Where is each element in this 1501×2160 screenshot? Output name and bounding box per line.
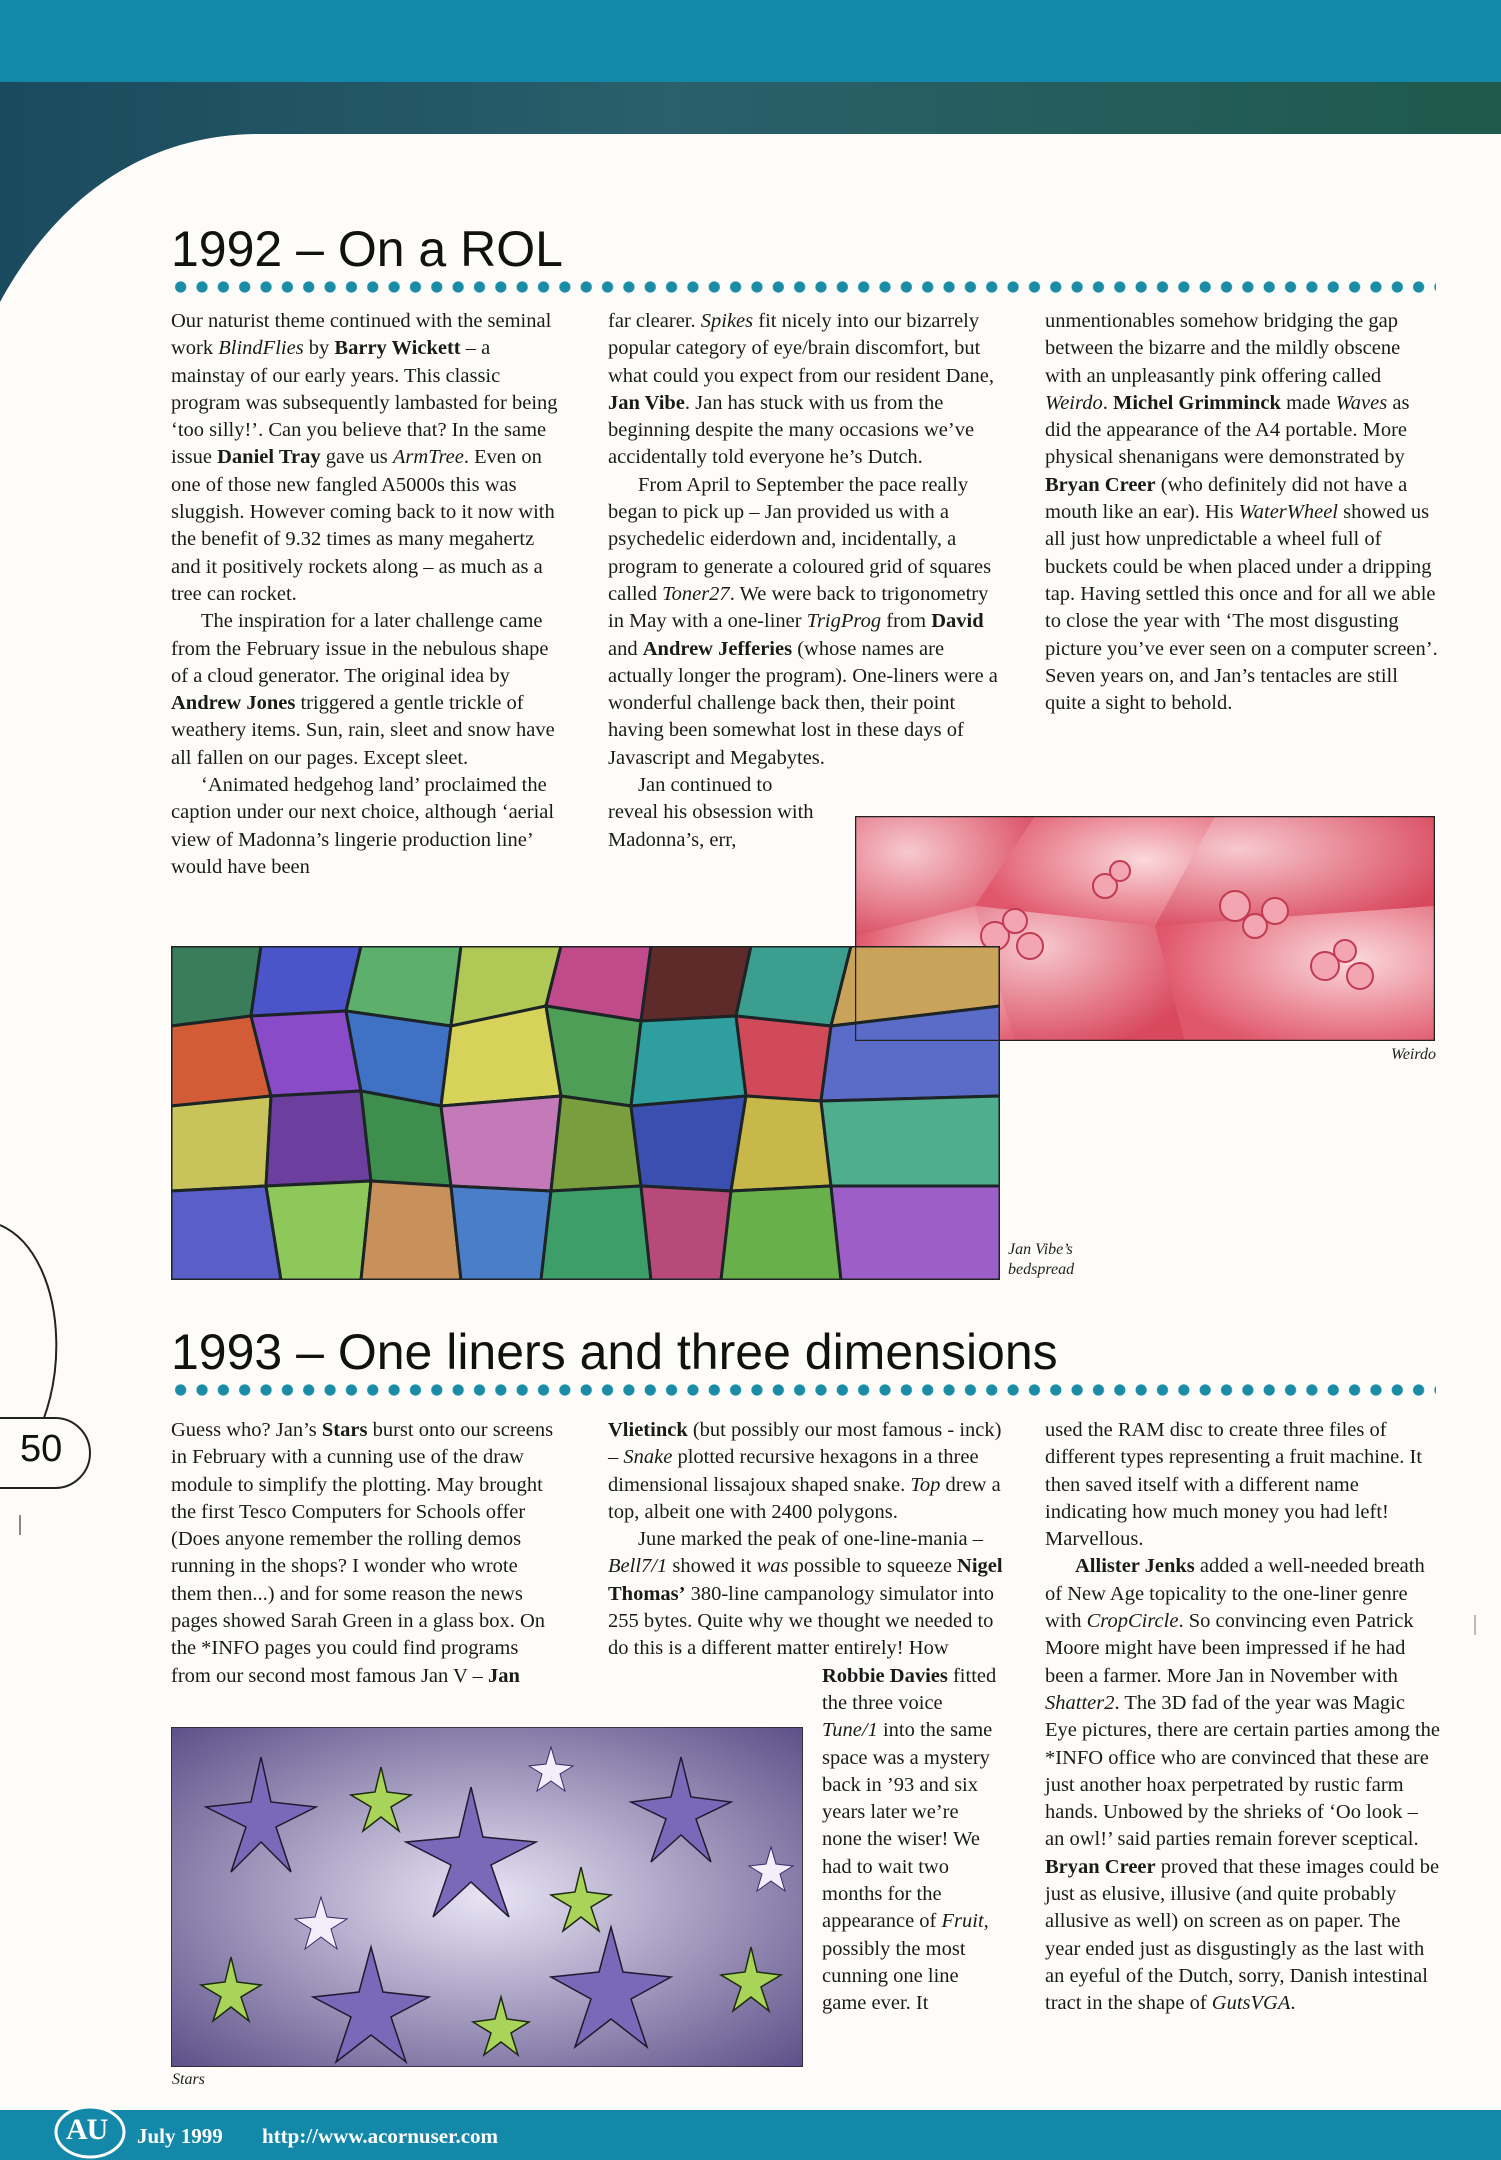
- program-title: WaterWheel: [1238, 501, 1338, 524]
- name-highlight: Robbie Davies: [822, 1664, 948, 1687]
- paragraph: used the RAM disc to create three files of different types representing a fruit machine. It then saved itself with a different name indicating how much money you had left! Marvellous.: [1045, 1419, 1423, 1551]
- paragraph: Vlietinck (but possibly our most famous - inck) – Snake plotted recursive hexagons in a three dimensional lissajoux shaped snake. Top drew a top, albeit one with 2400 polygons.: [608, 1419, 1002, 1523]
- name-highlight: Jan: [487, 1664, 520, 1687]
- program-title: Snake: [623, 1446, 673, 1469]
- margin-mark: [1474, 1615, 1476, 1635]
- name-highlight: Allister Jenks: [1075, 1555, 1195, 1578]
- name-highlight: Andrew Jefferies: [642, 637, 793, 660]
- program-title: CropCircle: [1086, 1610, 1179, 1633]
- weirdo-image-frame: [855, 816, 1435, 1041]
- caption-stars: Stars: [172, 2071, 205, 2088]
- name-highlight: Nigel Thomas’: [608, 1555, 1003, 1605]
- name-highlight: Vlietinck: [608, 1419, 688, 1441]
- column-1993-1: [171, 1417, 561, 1690]
- section-heading-1993: 1993 – One liners and three dimensions: [171, 1324, 1058, 1380]
- program-title: Bell7/1: [608, 1555, 668, 1578]
- name-highlight: Barry Wickett: [334, 337, 461, 360]
- column-1993-3: [1045, 1417, 1440, 2018]
- program-title: ArmTree: [392, 446, 464, 469]
- program-title: Toner27: [662, 582, 730, 605]
- logo-text: AU: [66, 2113, 108, 2146]
- program-title: Top: [910, 1473, 941, 1496]
- margin-mark: [19, 1515, 21, 1535]
- paragraph: Guess who? Jan’s Stars burst onto our screens in February with a cunning use of the draw module to simplify the plotting. May brought the first Tesco Computers for Schools offer (Does anyone remember the rolling demos running in the shops? I wonder who wrote them then...) and for some reason the news pages showed Sarah Green in a glass box. On the *INFO pages you could find programs from our second most famous Jan V – Jan: [171, 1419, 554, 1687]
- paragraph: The inspiration for a later challenge came from the February issue in the nebulous shape of a cloud generator. The original idea by Andrew Jones triggered a gentle trickle of weathery items. Sun, rain, sleet and snow have all fallen on our pages. Except sleet.: [171, 610, 555, 769]
- paragraph: Jan continued to reveal his obsession with Madonna’s, err,: [608, 774, 814, 851]
- column-1992-3: [1045, 308, 1440, 717]
- caption-weirdo: Weirdo: [1390, 1046, 1436, 1063]
- program-title: was: [756, 1555, 789, 1578]
- name-highlight: Bryan Creer: [1045, 473, 1156, 496]
- page-number: 50: [20, 1428, 63, 1470]
- program-title: BlindFlies: [218, 337, 304, 360]
- paragraph: Robbie Davies fitted the three voice Tune/1 into the same space was a mystery back in ’93 and six years later we’re none the wiser! We had to wait two months for the appearance of Fruit, possibly the most cunning one line game ever. It: [822, 1664, 997, 2015]
- top-band: [0, 0, 1501, 82]
- dotted-rule: [170, 279, 1436, 295]
- program-title: Weirdo: [1045, 391, 1103, 414]
- program-title: GutsVGA: [1211, 1992, 1291, 2015]
- name-highlight: Jan Vibe: [608, 391, 685, 414]
- caption-bedspread: [1008, 1240, 1128, 1280]
- paragraph: June marked the peak of one-line-mania – Bell7/1 showed it was possible to squeeze Nigel Thomas’ 380-line campanology simulator into 255 bytes. Quite why we thought we needed to do this is a different matter entirely! How: [608, 1528, 1003, 1660]
- program-title: Spikes: [700, 310, 754, 332]
- stars-image: [171, 1727, 803, 2067]
- name-highlight: Bryan Creer: [1045, 1855, 1156, 1878]
- name-highlight: Andrew Jones: [171, 692, 296, 715]
- name-highlight: Stars: [321, 1419, 368, 1441]
- caption-bedspread-line: bedspread: [1008, 1261, 1075, 1278]
- column-1992-2: [608, 308, 998, 854]
- paragraph: From April to September the pace really began to pick up – Jan provided us with a psychedelic eiderdown and, incidentally, a program to generate a coloured grid of squares called Toner27. We were back to trigonometry in May with a one-liner TrigProg from David and Andrew Jefferies (whose names are actually longer the program). One-liners were a wonderful challenge back then, their point having been somewhat lost in these days of Javascript and Megabytes.: [608, 473, 998, 769]
- program-title: Fruit: [941, 1910, 984, 1933]
- name-highlight: Daniel Tray: [217, 446, 321, 469]
- name-highlight: David: [931, 610, 984, 633]
- program-title: Shatter2: [1045, 1691, 1115, 1714]
- paragraph: unmentionables somehow bridging the gap between the bizarre and the mildly obscene with an unpleasantly pink offering called Weirdo. Michel Grimminck made Waves as did the appearance of the A4 portable. More physical shenanigans were demonstrated by Bryan Creer (who definitely did not have a mouth like an ear). His WaterWheel showed us all just how unpredictable a wheel full of buckets could be when placed under a dripping tap. Having settled this once and for all we able to close the year with ‘The most disgusting picture you’ve ever seen on a computer screen’. Seven years on, and Jan’s tentacles are still quite a sight to behold.: [1045, 310, 1438, 715]
- footer-date: July 1999: [137, 2124, 223, 2148]
- paragraph: Allister Jenks added a well-needed breath of New Age topicality to the one-liner genre with CropCircle. So convincing even Patrick Moore might have been impressed if he had been a farmer. More Jan in November with Shatter2. The 3D fad of the year was Magic Eye pictures, there are certain parties among the *INFO office who are convinced that these are just another hoax perpetrated by rustic farm hands. Unbowed by the shrieks of ‘Oo look – an owl!’ said parties remain forever sceptical. Bryan Creer proved that these images could be just as elusive, illusive (and quite probably allusive as well) on screen as on paper. The year ended just as disgustingly as the last with an eyeful of the Dutch, sorry, Danish intestinal tract in the shape of GutsVGA.: [1045, 1555, 1441, 2015]
- program-title: TrigProg: [806, 610, 882, 633]
- name-highlight: Michel Grimminck: [1112, 391, 1281, 414]
- paragraph: far clearer. Spikes fit nicely into our bizarrely popular category of eye/brain discomfort, but what could you expect from our resident Dane, Jan Vibe. Jan has stuck with us from the beginning despite the many occasions we’ve accidentally told everyone he’s Dutch.: [608, 310, 994, 469]
- section-heading-1992: 1992 – On a ROL: [171, 221, 563, 277]
- program-title: Waves: [1335, 391, 1388, 414]
- footer-url[interactable]: http://www.acornuser.com: [262, 2124, 499, 2148]
- caption-bedspread-line: Jan Vibe’s: [1008, 1241, 1073, 1258]
- paragraph: ‘Animated hedgehog land’ proclaimed the caption under our next choice, although ‘aerial view of Madonna’s lingerie production line’ would have been: [171, 774, 555, 878]
- program-title: Tune/1: [822, 1719, 878, 1742]
- column-1992-1: [171, 308, 561, 881]
- paragraph: Our naturist theme continued with the seminal work BlindFlies by Barry Wickett – a mainstay of our early years. This classic program was subsequently lambasted for being ‘too silly!’. Can you believe that? In the same issue Daniel Tray gave us ArmTree. Even on one of those new fangled A5000s this was sluggish. However coming back to it now with the benefit of 9.32 times as many megahertz and it positively rockets along – as much as a tree can rocket.: [171, 310, 558, 605]
- dotted-rule: [170, 1382, 1436, 1398]
- footer-band: [0, 2110, 1501, 2160]
